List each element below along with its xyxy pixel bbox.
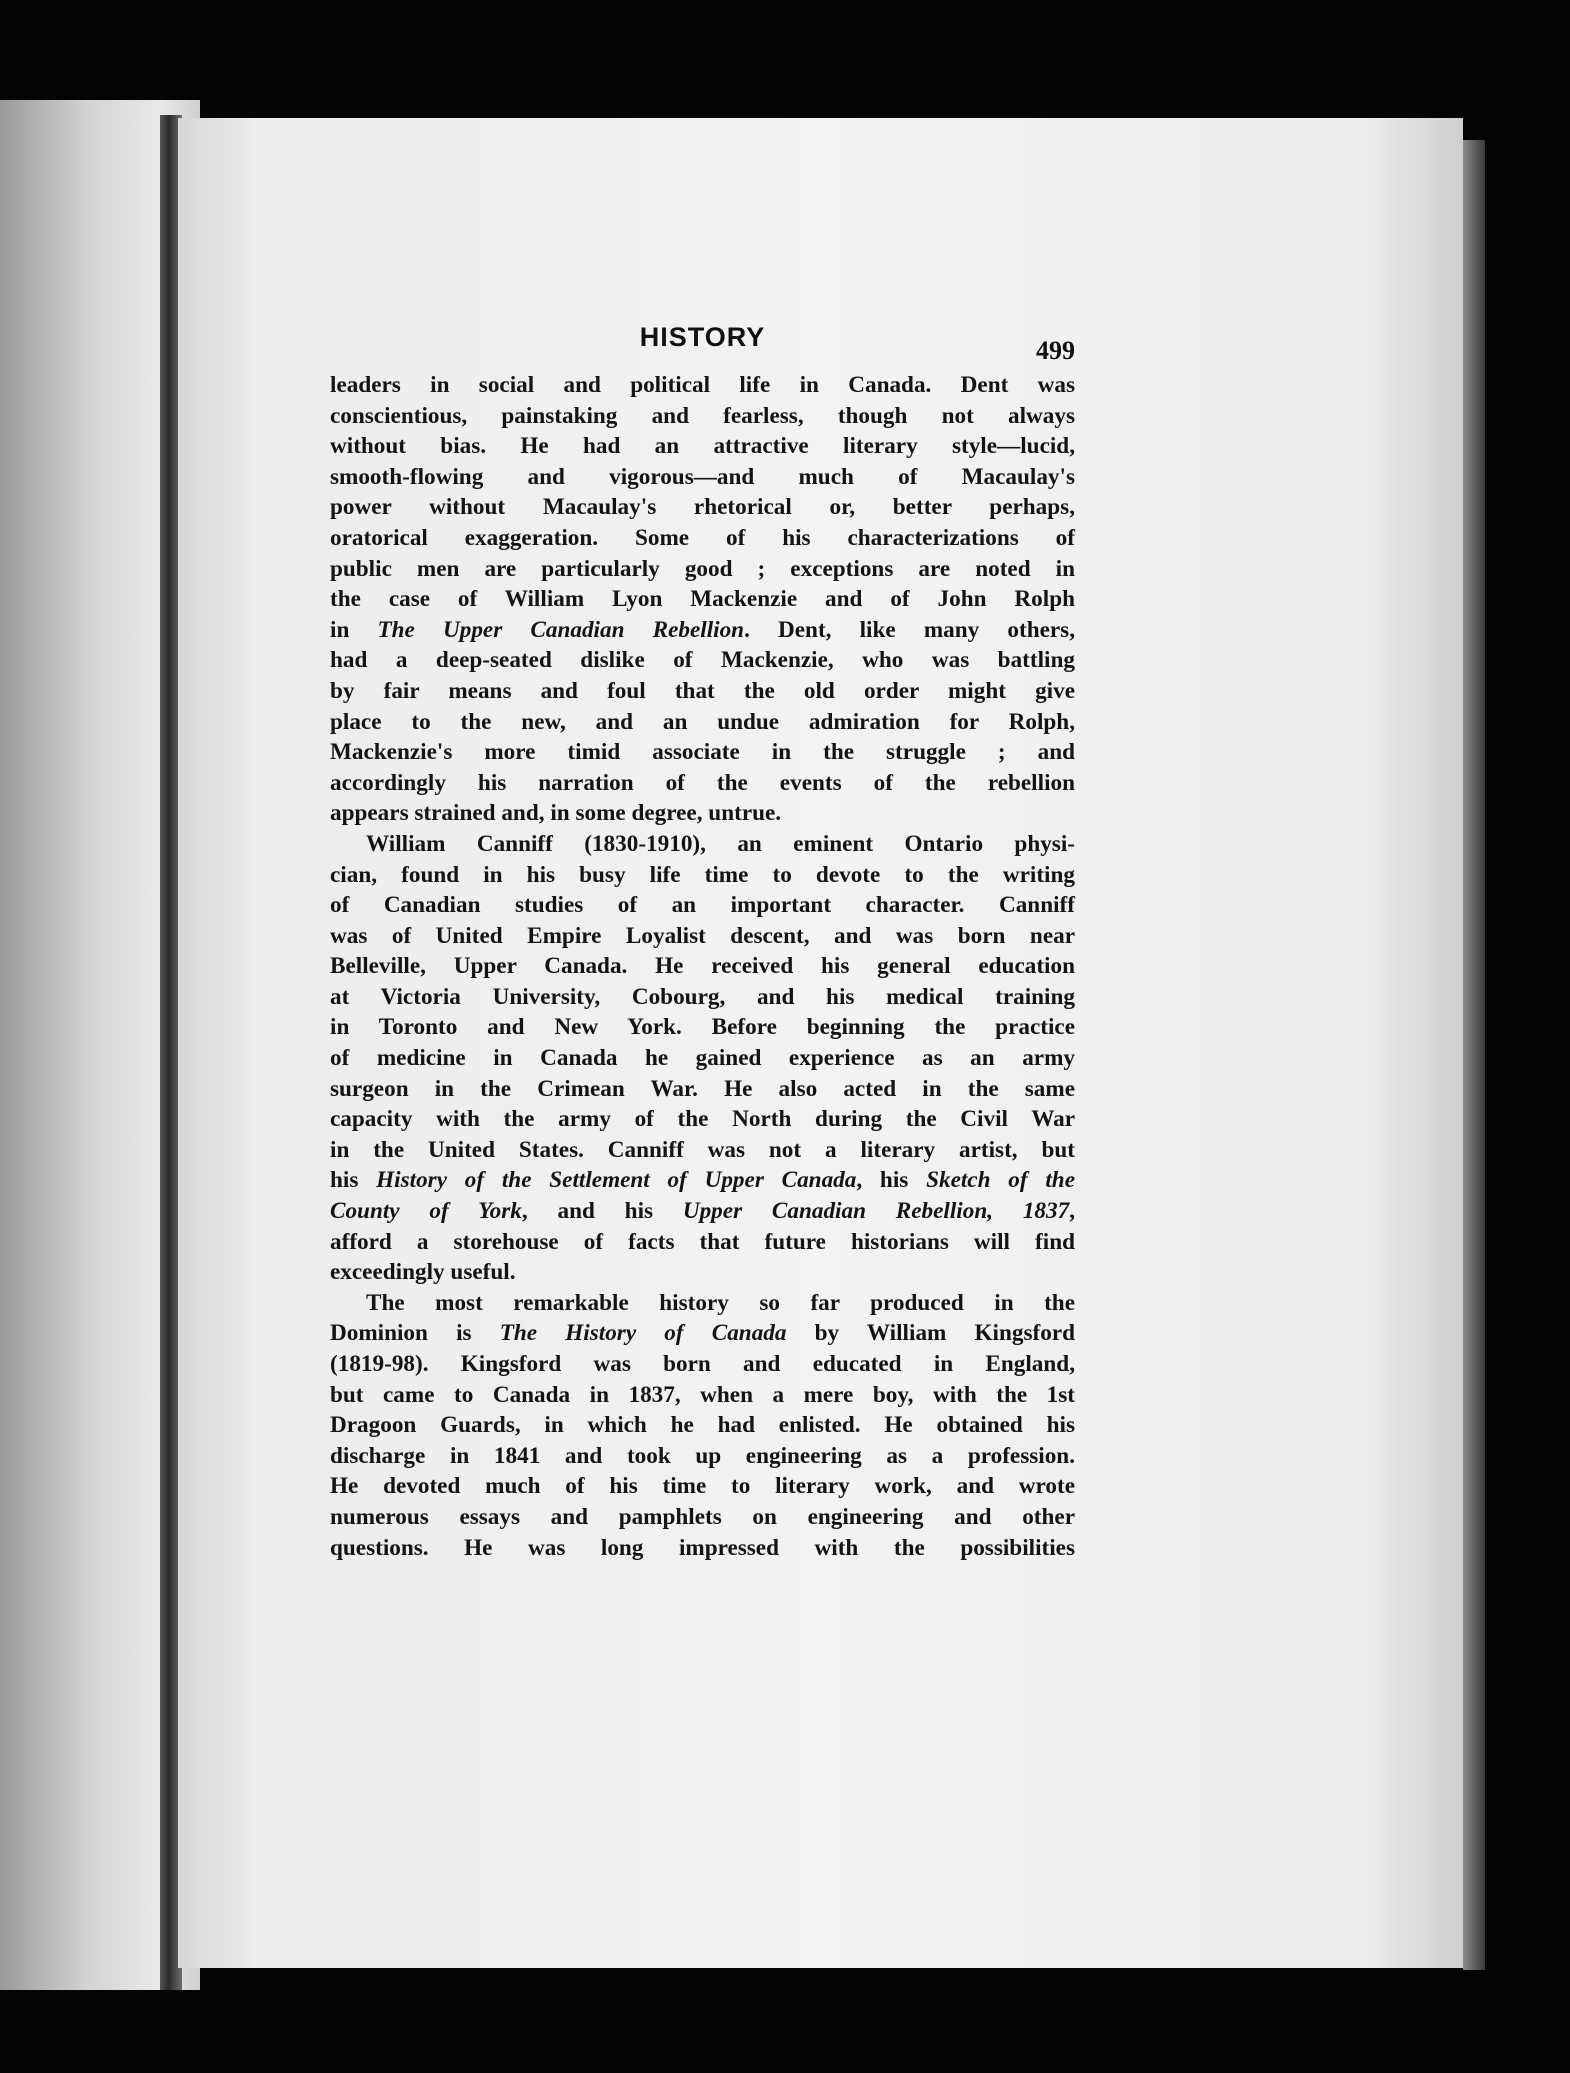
text-line: questions. He was long impressed with the possibilities	[330, 1534, 1075, 1561]
running-head: HISTORY	[639, 322, 766, 352]
text-line: exceedingly useful.	[330, 1259, 516, 1286]
text-line: was of United Empire Loyalist descent, and was born near	[330, 922, 1075, 949]
text-line: Dominion is The History of Canada by William Kingsford	[330, 1320, 1076, 1347]
text-line: William Canniff (1830-1910), an eminent Ontario physi-	[366, 830, 1075, 857]
text-line: appears strained and, in some degree, untrue.	[330, 800, 782, 827]
text-line: at Victoria University, Cobourg, and his medical training	[330, 983, 1075, 1010]
text-line: The most remarkable history so far produced in the	[366, 1289, 1075, 1316]
paragraph	[330, 829, 1075, 1288]
text-line: of medicine in Canada he gained experience as an army	[330, 1045, 1075, 1072]
text-line: the case of William Lyon Mackenzie and of John Rolph	[330, 586, 1075, 613]
text-line: without bias. He had an attractive literary style—lucid,	[330, 433, 1075, 460]
text-line: afford a storehouse of facts that future historians will find	[330, 1228, 1075, 1255]
text-line: in The Upper Canadian Rebellion. Dent, like many others,	[330, 616, 1075, 643]
text-line: smooth-flowing and vigorous—and much of Macaulay's	[330, 463, 1075, 490]
text-line: Mackenzie's more timid associate in the struggle ; and	[330, 739, 1075, 766]
text-line: conscientious, painstaking and fearless, though not always	[330, 402, 1075, 429]
text-line: power without Macaulay's rhetorical or, better perhaps,	[330, 494, 1075, 521]
text-line: (1819-98). Kingsford was born and educated in England,	[330, 1351, 1075, 1377]
text-line: County of York, and his Upper Canadian Rebellion, 1837,	[330, 1198, 1075, 1225]
text-line: Belleville, Upper Canada. He received his general education	[330, 953, 1075, 980]
page-header	[330, 322, 1075, 365]
text-line: leaders in social and political life in Canada. Dent was	[330, 372, 1075, 398]
text-line: his History of the Settlement of Upper Canada, his Sketch of the	[330, 1167, 1075, 1194]
text-line: discharge in 1841 and took up engineering as a profession.	[330, 1442, 1075, 1469]
text-line: He devoted much of his time to literary work, and wrote	[330, 1473, 1075, 1500]
text-line: public men are particularly good ; exceptions are noted in	[330, 555, 1075, 582]
text-line: numerous essays and pamphlets on engineering and other	[330, 1503, 1075, 1530]
text-line: accordingly his narration of the events of the rebellion	[330, 769, 1075, 796]
text-line: by fair means and foul that the old order might give	[330, 677, 1075, 704]
body-text	[330, 370, 1075, 1563]
page-edge-shadow	[1463, 140, 1485, 1970]
text-line: oratorical exaggeration. Some of his characterizations of	[330, 524, 1075, 551]
text-line: capacity with the army of the North during the Civil War	[330, 1106, 1075, 1133]
page-number: 499	[1036, 336, 1075, 365]
text-line: of Canadian studies of an important character. Canniff	[330, 892, 1075, 919]
text-line: in the United States. Canniff was not a literary artist, but	[330, 1136, 1075, 1163]
text-line: Dragoon Guards, in which he had enlisted. He obtained his	[330, 1412, 1075, 1439]
text-line: place to the new, and an undue admiration for Rolph,	[330, 708, 1075, 735]
text-line: cian, found in his busy life time to devote to the writing	[330, 861, 1075, 888]
text-line: but came to Canada in 1837, when a mere boy, with the 1st	[330, 1381, 1075, 1408]
text-line: surgeon in the Crimean War. He also acted in the same	[330, 1075, 1075, 1102]
text-line: had a deep-seated dislike of Mackenzie, who was battling	[330, 647, 1075, 674]
paragraph	[330, 1288, 1075, 1563]
text-line: in Toronto and New York. Before beginning the practice	[330, 1014, 1075, 1041]
paragraph	[330, 370, 1075, 829]
